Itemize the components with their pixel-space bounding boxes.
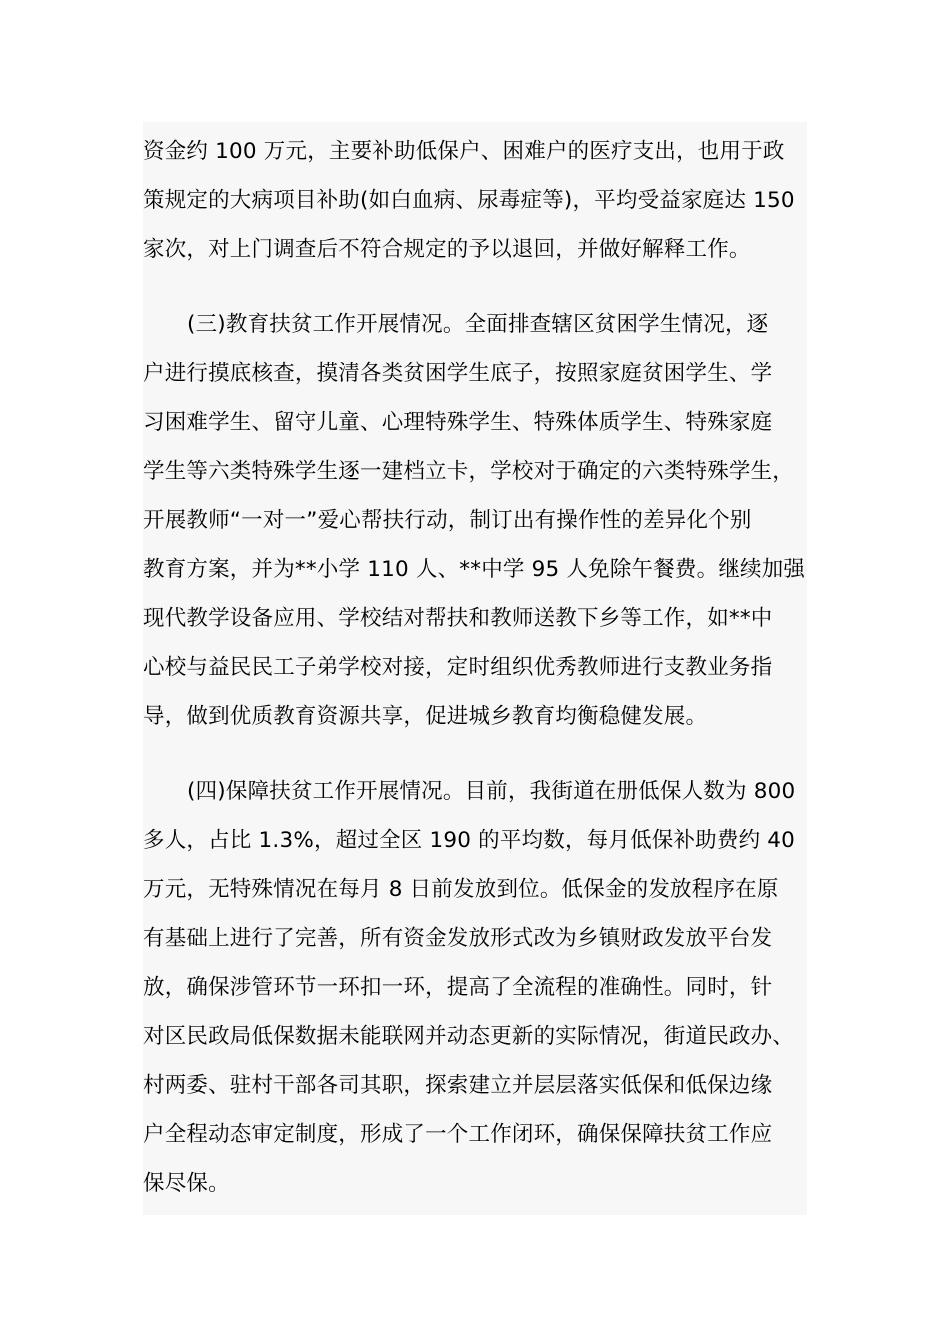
text-line: 多人，占比 1.3%，超过全区 190 的平均数，每月低保补助费约 40 [143,828,796,853]
text-line: 有基础上进行了完善，所有资金发放形式改为乡镇财政发放平台发 [143,926,773,951]
text-line: 家次，对上门调查后不符合规定的予以退回，并做好解释工作。 [143,237,751,262]
text-line: 现代教学设备应用、学校结对帮扶和教师送教下乡等工作，如**中 [143,606,773,631]
text-line: 导，做到优质教育资源共享，促进城乡教育均衡稳健发展。 [143,704,708,729]
text-line: 村两委、驻村干部各司其职，探索建立并层层落实低保和低保边缘 [143,1073,773,1098]
text-line: 对区民政局低保数据未能联网并动态更新的实际情况，街道民政办、 [143,1024,795,1049]
text-line: 开展教师“一对一”爱心帮扶行动，制订出有操作性的差异化个别 [143,508,752,533]
text-line: 学生等六类特殊学生逐一建档立卡，学校对于确定的六类特殊学生， [143,459,795,484]
text-line: (四)保障扶贫工作开展情况。目前，我街道在册低保人数为 800 [187,779,796,804]
text-line: 放，确保涉管环节一环扣一环，提高了全流程的准确性。同时，针 [143,975,773,1000]
document-body [143,122,807,1215]
text-line: 户进行摸底核查，摸清各类贫困学生底子，按照家庭贫困学生、学 [143,361,773,386]
text-line: 保尽保。 [143,1171,230,1196]
text-line: (三)教育扶贫工作开展情况。全面排查辖区贫困学生情况，逐 [187,312,769,337]
text-line: 万元，无特殊情况在每月 8 日前发放到位。低保金的发放程序在原 [143,877,779,902]
text-line: 策规定的大病项目补助(如白血病、尿毒症等)，平均受益家庭达 150 [143,188,795,213]
text-line: 习困难学生、留守儿童、心理特殊学生、特殊体质学生、特殊家庭 [143,410,773,435]
text-line: 教育方案，并为**小学 110 人、**中学 95 人免除午餐费。继续加强 [143,557,806,582]
text-line: 资金约 100 万元，主要补助低保户、困难户的医疗支出，也用于政 [143,139,785,164]
text-line: 户全程动态审定制度，形成了一个工作闭环，确保保障扶贫工作应 [143,1122,773,1147]
text-line: 心校与益民民工子弟学校对接，定时组织优秀教师进行支教业务指 [143,655,773,680]
